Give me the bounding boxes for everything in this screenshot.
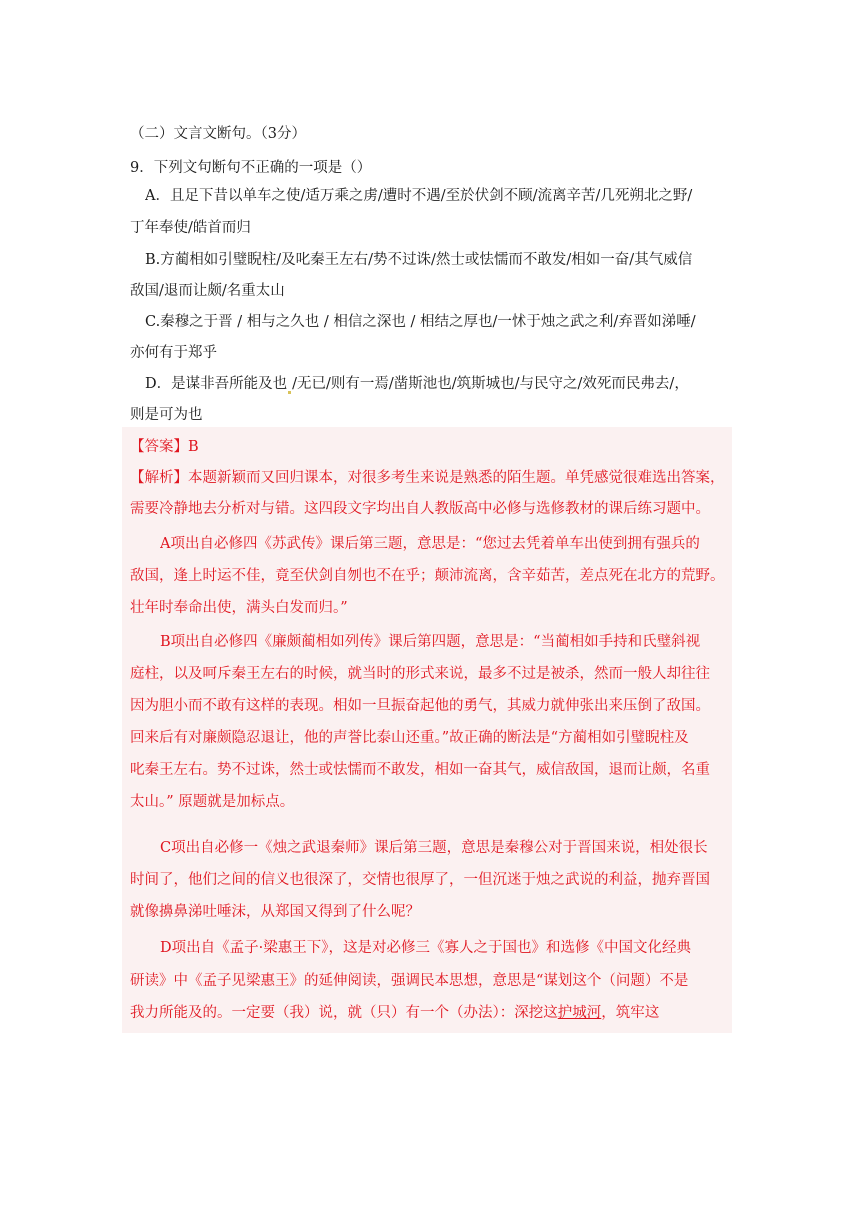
para-d-line-1: D项出自《孟子·梁惠王下》，这是对必修三《寡人之于国也》和选修《中国文化经典	[160, 940, 691, 956]
para-c-line-1: C项出自必修一《烛之武退秦师》课后第三题，意思是秦穆公对于晋国来说，相处很长	[160, 840, 708, 856]
para-c-line-3: 就像擤鼻涕吐唾沫，从郑国又得到了什么呢？	[130, 904, 420, 920]
para-a-line-1: A项出自必修四《苏武传》课后第三题，意思是：“您过去凭着单车出使到拥有强兵的	[160, 536, 700, 552]
option-c-line-2: 亦何有于郑乎	[130, 345, 217, 361]
para-d-line-3-a: 我力所能及的。一定要（我）说，就（只）有一个（办法）：深挖这	[130, 1005, 558, 1021]
section-title: （二）文言文断句。（3分）	[130, 126, 306, 142]
analysis-label: 【解析】	[130, 470, 188, 486]
para-d-line-3-b: ，筑牢这	[601, 1005, 660, 1021]
para-d-line-3	[130, 1003, 730, 1023]
analysis-line-1	[130, 468, 730, 488]
para-b-line-6: 太山。” 原题就是加标点。	[130, 794, 295, 810]
option-d-line-2: 则是可为也	[130, 407, 203, 423]
para-b-line-4: 回来后有对廉颇隐忍退让，他的声誉比泰山还重。”故正确的断法是“方蔺相如引璧睨柱及	[130, 730, 689, 746]
para-a-line-2: 敌国，逢上时运不佳，竟至伏剑自刎也不在乎；颠沛流离，含辛茹苦，差点死在北方的荒野。	[130, 568, 725, 584]
para-b-line-5: 叱秦王左右。势不过诛，然士或怯懦而不敢发，相如一奋其气，威信敌国，退而让颇，名重	[130, 762, 710, 778]
answer-line	[130, 437, 730, 457]
option-d-line-1	[145, 374, 735, 394]
para-a-line-3: 壮年时奉命出使，满头白发而归。”	[130, 600, 348, 616]
para-b-line-3: 因为胆小而不敢有这样的表现。相如一旦振奋起他的勇气，其威力就伸张出来压倒了敌国。	[130, 698, 710, 714]
para-c-line-2: 时间了，他们之间的信义也很深了，交情也很厚了，一但沉迷于烛之武说的利益，抛弃晋国	[130, 872, 710, 888]
para-b-line-2: 庭柱，以及呵斥秦王左右的时候，就当时的形式来说，最多不过是被杀，然而一般人却往往	[130, 666, 710, 682]
option-a-line-1: A．且足下昔以单车之使/适万乘之虏/遭时不遇/至於伏剑不顾/流离辛苦/几死朔北之野/	[145, 188, 693, 204]
option-d-text-a: D．是谋非吾所能及也	[145, 376, 288, 392]
edit-mark	[288, 391, 291, 394]
option-a-line-2: 丁年奉使/皓首而归	[130, 220, 251, 236]
option-d-text-b: /无已/则有一焉/凿斯池也/筑斯城也/与民守之/效死而民弗去/，	[292, 376, 689, 392]
para-b-line-1: B项出自必修四《廉颇蔺相如列传》课后第四题，意思是：“当蔺相如手持和氏璧斜视	[160, 634, 701, 650]
answer-label: 【答案】	[130, 439, 188, 455]
para-d-line-2: 研读》中《孟子见梁惠王》的延伸阅读，强调民本思想，意思是“谋划这个（问题）不是	[130, 973, 689, 989]
question-stem: 9．下列文句断句不正确的一项是（）	[130, 160, 372, 176]
option-c-line-1: C.秦穆之于晋 / 相与之久也 / 相信之深也 / 相结之厚也/一怵于烛之武之利/弃晋如涕唾/	[145, 314, 696, 330]
analysis-intro-2: 需要冷静地去分析对与错。这四段文字均出自人教版高中必修与选修教材的课后练习题中。	[130, 501, 710, 517]
analysis-intro-1: 本题新颖而又回归课本，对很多考生来说是熟悉的陌生题。单凭感觉很难选出答案，	[188, 470, 725, 486]
para-d-underlined-term: 护城河	[557, 1005, 602, 1021]
option-b-line-1: B.方蔺相如引璧睨柱/及叱秦王左右/势不过诛/然士或怯懦而不敢发/相如一奋/其气威信	[145, 252, 693, 268]
answer-value: B	[188, 439, 199, 455]
option-b-line-2: 敌国/退而让颇/名重太山	[130, 283, 285, 299]
